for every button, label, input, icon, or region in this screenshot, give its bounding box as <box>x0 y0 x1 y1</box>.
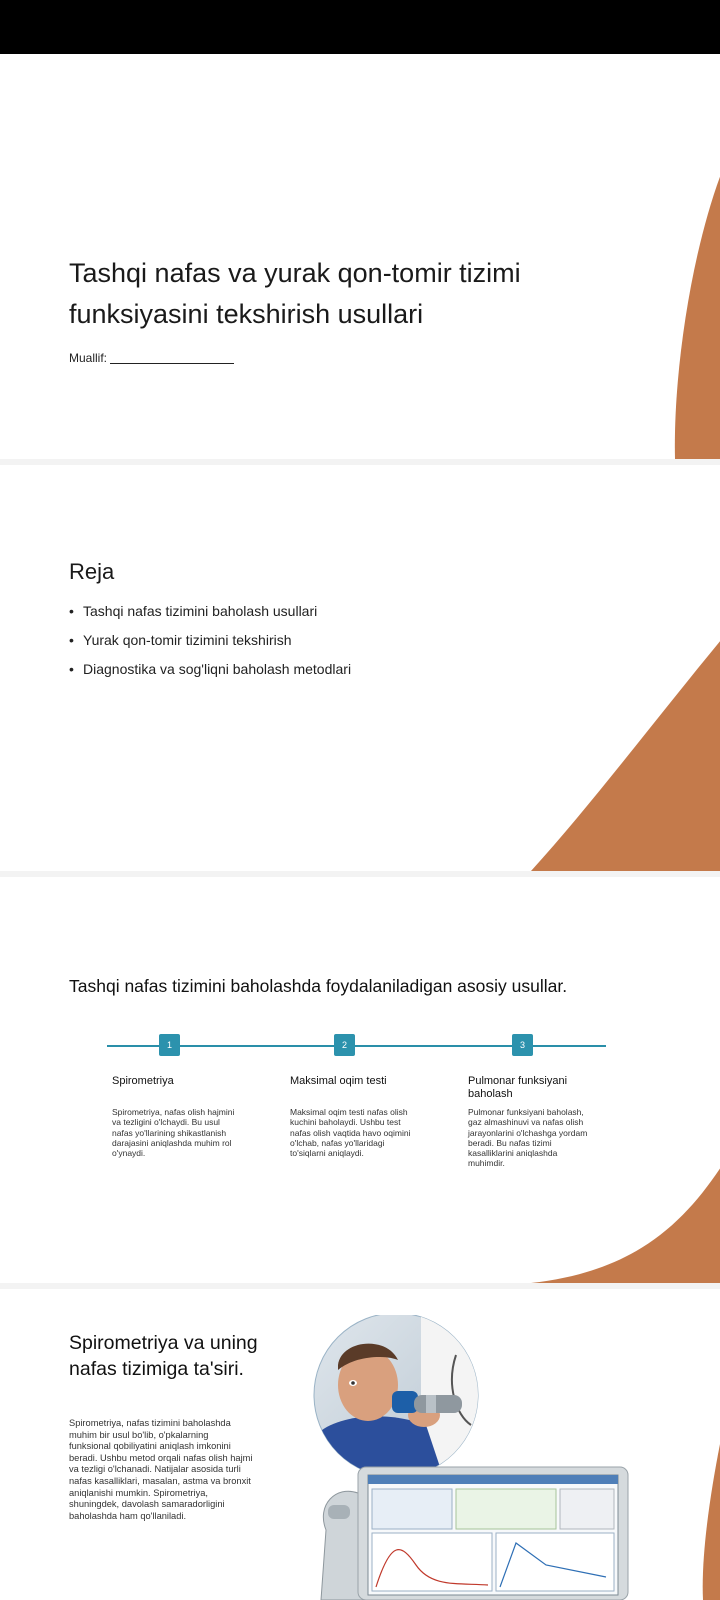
body-line: baholashda ham qo'llaniladi. <box>69 1510 187 1521</box>
status-bar <box>0 0 720 54</box>
desc-line: Pulmonar funksiyani baholash, <box>468 1107 584 1117</box>
step-title-line: baholash <box>468 1088 513 1100</box>
step-title-line: Pulmonar funksiyani <box>468 1075 568 1087</box>
desc-line: beradi. Bu nafas tizimi <box>468 1137 552 1148</box>
desc-line: nafas olish vaqtida havo oqimini <box>290 1127 411 1138</box>
slide-spirometry[interactable] <box>0 1289 720 1600</box>
author-blank-line <box>110 363 234 364</box>
body-line: funksional qobiliyatini aniqlash imkonini <box>69 1441 231 1452</box>
slide-heading: Reja <box>69 559 115 584</box>
desc-line: nafas yo'llarining shikastlanish <box>112 1127 227 1138</box>
slide-methods[interactable] <box>0 877 720 1283</box>
list-item-text: Yurak qon-tomir tizimini tekshirish <box>83 632 292 648</box>
step-badge-3: 3 <box>512 1034 533 1056</box>
body-line: Spirometriya, nafas tizimini baholashda <box>69 1418 231 1428</box>
desc-line: o'lchab, nafas yo'llaridagi <box>290 1137 385 1148</box>
bullet-icon: • <box>69 632 74 648</box>
slide-body-text <box>69 1418 281 1522</box>
desc-line: kasalliklarini aniqlashda <box>468 1148 558 1159</box>
desc-line: o'ynaydi. <box>112 1148 146 1159</box>
step-title-2: Maksimal oqim testi <box>290 1075 387 1087</box>
desc-line: Spirometriya, nafas olish hajmini <box>112 1107 235 1117</box>
slide-title[interactable] <box>0 54 720 459</box>
step-desc-3 <box>468 1107 587 1169</box>
desc-line: to'siqlarni aniqlaydi. <box>290 1148 364 1159</box>
step-title-3 <box>468 1075 618 1101</box>
list-item <box>69 659 351 688</box>
desc-line: darajasini aniqlashda muhim rol <box>112 1137 232 1148</box>
heading-line: nafas tizimiga ta'siri. <box>69 1358 244 1380</box>
spirometry-photo-icon <box>306 1315 646 1600</box>
step-badge-2: 2 <box>334 1034 355 1056</box>
body-line: beradi. Ushbu metod orqali nafas olish hajmi <box>69 1452 253 1463</box>
body-line: muhim bir usul bo'lib, o'pkalarning <box>69 1429 209 1440</box>
decorative-arc-icon <box>661 54 720 459</box>
decorative-arc-icon <box>681 1289 720 1600</box>
step-desc-1 <box>112 1107 234 1158</box>
list-item <box>69 630 351 659</box>
desc-line: Maksimal oqim testi nafas olish <box>290 1107 408 1117</box>
body-line: aniqlanishi mumkin. Spirometriya, <box>69 1487 208 1498</box>
body-line: nafas kasalliklari, masalan, astma va bronxit <box>69 1475 251 1486</box>
step-desc-2 <box>290 1107 411 1158</box>
list-item-text: Tashqi nafas tizimini baholash usullari <box>83 603 318 619</box>
desc-line: jarayonlarini o'lchashga yordam <box>468 1127 588 1138</box>
slide-heading: Tashqi nafas tizimini baholashda foydalaniladigan asosiy usullar. <box>69 976 568 996</box>
desc-line: gaz almashinuvi va nafas olish <box>468 1117 584 1128</box>
list-item-text: Diagnostika va sog'liqni baholash metodlari <box>83 661 352 677</box>
list-item <box>69 601 351 630</box>
presentation-title: Tashqi nafas va yurak qon-tomir tizimi funksiyasini tekshirish usullari <box>69 258 521 329</box>
desc-line: kuchini baholaydi. Ushbu test <box>290 1117 401 1128</box>
author-label: Muallif: <box>69 351 108 365</box>
author-field <box>69 351 234 365</box>
body-line: va tezligi o'lchanadi. Natijalar asosida turli <box>69 1464 241 1475</box>
bullet-icon: • <box>69 661 74 677</box>
body-line: shuningdek, davolash samaradorligini <box>69 1499 225 1510</box>
bullet-icon: • <box>69 603 74 619</box>
slide-plan[interactable] <box>0 465 720 871</box>
desc-line: muhimdir. <box>468 1158 505 1169</box>
plan-list <box>69 601 351 688</box>
step-title-1: Spirometriya <box>112 1075 174 1087</box>
heading-line: Spirometriya va uning <box>69 1332 258 1354</box>
slide-heading <box>69 1330 319 1382</box>
decorative-arc-icon <box>531 465 720 871</box>
step-badge-1: 1 <box>159 1034 180 1056</box>
desc-line: va tezligini o'lchaydi. Bu usul <box>112 1117 220 1128</box>
